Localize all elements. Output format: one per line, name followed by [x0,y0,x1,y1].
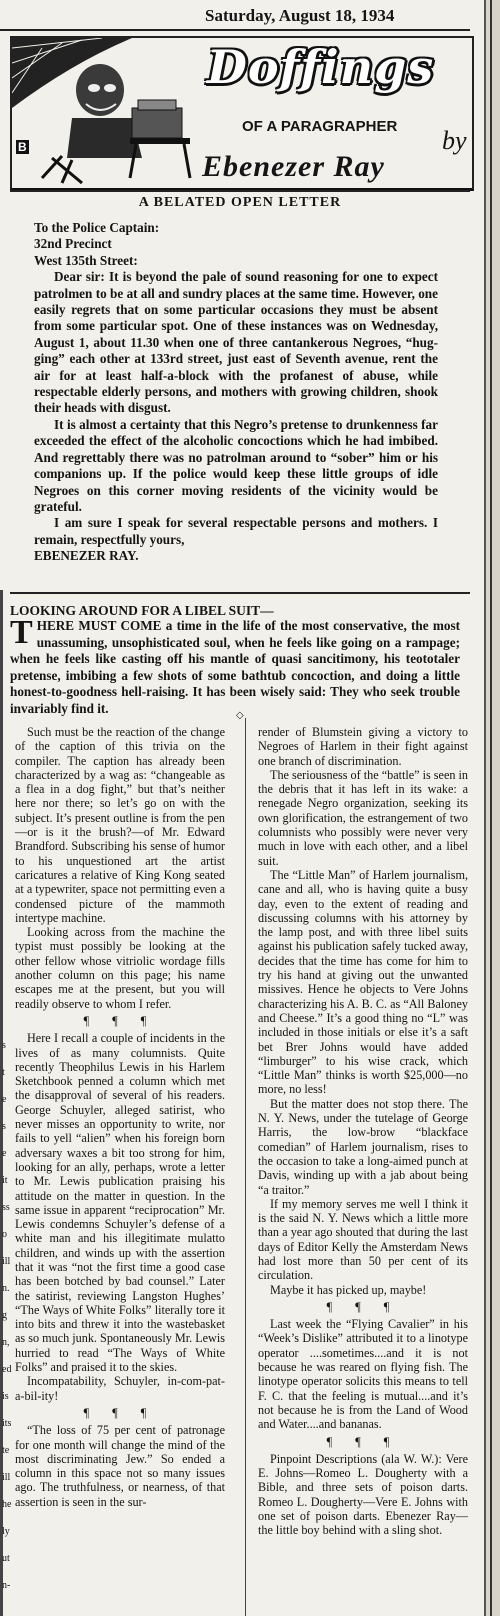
column-paragraph: render of Blumstein giving a victory to Negroes of Harlem in their fight against one branch of discrimination. [258,725,468,768]
margin-stub-text: he [2,1499,12,1510]
column-paragraph: Pinpoint Descriptions (ala W. W.): Vere E. Johns—Romeo L. Dougherty with a Bible, and three sets of poison darts. Romeo L. Dougherty—Vere E. Johns with one set of poison darts. Ebenezer Ray—the little boy behind with a sling shot. [258,1451,468,1538]
section-divider [10,190,470,192]
date-line: Saturday, August 18, 1934 [205,6,395,25]
letter-paragraph: It is almost a certainty that this Negro’s pretense to drunkenness far exceeded the effect of the alcoholic concoctions which he had imbibed. And regrettably there was no patrolman around to “sober” him or his companions up. If the police would keep these little groups of idle Negroes on this corner moving residents of the vicinity would be grateful. [34,416,438,514]
masthead [10,36,474,191]
column-paragraph: Incompatability, Schuyler, in-com-pat-a-bil-ity! [15,1374,225,1403]
margin-stub-text: n, [2,1337,10,1348]
column-paragraph: But the matter does not stop there. The N. Y. News, under the tutelage of George Harris, the low-brow “blackface comedian” of Harlem journalism, rises to the occasion to take a long-aimed punch at Davis, winding up with a jab about being “a traitor.” [258,1096,468,1197]
masthead-title: Doffings [207,40,435,94]
letter-address-line: 32nd Precinct [34,236,112,252]
margin-stub-text: n. [2,1283,10,1294]
pilcrow-separator: ¶ ¶ ¶ [83,1405,157,1420]
column-paragraph: Last week the “Flying Cavalier” in his “Week’s Dislike” attributed it to a linotype operator ....sometimes....and it is not because he was reared on flying fish. The linotype operator solicits this means to tell F. C. that the feeling is mutual....and it’s not because he is from the Land of Wood and Water....and bananas. [258,1317,468,1432]
open-letter-heading: A BELATED OPEN LETTER [138,195,342,210]
diamond-ornament-icon: ◇ [236,710,244,721]
masthead-by: by [442,126,467,155]
margin-stub-text: ut [2,1553,10,1564]
margin-stub-text: o [2,1229,7,1240]
margin-stub-text: ill [2,1256,11,1267]
margin-stub-text: g [2,1310,7,1321]
right-column [258,725,468,1538]
pilcrow-separator: ¶ ¶ ¶ [326,1299,400,1314]
masthead-author: Ebenezer Ray [202,150,385,183]
letter-paragraph: Dear sir: It is beyond the pale of sound reasoning for one to expect patrolmen to be at all and sundry places at the same time. However, one easily regrets that on some particular occasions they must be absent from some particular spot. One of these instances was on Wednesday, August 1, about 11.30 when one of three cantankerous Negroes, “hug-ging” each other at 133rd street, just east of Seventh avenue, rent the air for at least half-a-block with the profanest of abuse, while respectable elderly persons, and mothers with growing children, shook their heads with disgust. [34,269,438,416]
masthead-corner-mark: B [18,140,27,154]
left-column [15,725,225,1509]
column-paragraph: “The loss of 75 per cent of patronage for one month will change the mind of the most discriminating Jew.” So ended a column in this space not so many issues ago. The truthfulness, or nearness, of that assertion is seen in the sur- [15,1423,225,1509]
margin-stub-text: s [2,1040,6,1051]
column-paragraph: If my memory serves me well I think it is the said N. Y. News which a little more than a year ago shouted that during the last days of Editor Kelly the Amsterdam News had lost more than 50 per cent of its circulation. [258,1196,468,1283]
letter-address-line: West 135th Street: [34,252,138,268]
margin-stub-text: ed [2,1364,12,1375]
letter-signature: EBENEZER RAY. [34,548,139,564]
margin-stub-text: ly [2,1526,10,1537]
letter-address-line: To the Police Captain: [34,220,160,235]
margin-stub-text: is [2,1391,9,1402]
column-paragraph: Maybe it has picked up, maybe! [270,1282,427,1297]
margin-stub-text: te [2,1445,10,1456]
margin-stub-text: n- [2,1580,11,1591]
margin-stub-text: its [2,1418,12,1429]
column-paragraph: Here I recall a couple of incidents in the lives of as many columnists. Quite recently Theophilus Lewis in his Harlem Sketchbook penned a column which met the disapproval of several of his readers. George Schuyler, alleged satirist, who never misses an opportunity to write, nor fails to yell “alien” when his foreign born adversary waxes a bit too strong for him, looking for an ally, perhaps, wrote a letter to Mr. Lewis publication praising his attitude on the matter in question. In the same issue in apparent “reciprocation” Mr. Lewis condemns Schuyler’s defense of a white man and his illegitimate mulatto children, and winds up with the assertion that it was “not the first time a good case has been botched by bad counsel.” Later the satirist, reviewing Langston Hughes’ “The Ways of White Folks” literally tore it into bits and threw it into the wastebasket as so much junk. Spontaneously Mr. Lewis hurried to read “The Ways of White Folks” and praised it to the skies. [15,1031,225,1375]
pilcrow-separator: ¶ ¶ ¶ [326,1434,400,1449]
margin-stub-text: ill [2,1472,11,1483]
open-letter-body [34,220,438,565]
margin-stub-text: e [2,1094,7,1105]
section-divider [10,592,470,594]
libel-heading: LOOKING AROUND FOR A LIBEL SUIT— [10,603,274,618]
letter-paragraph: I am sure I speak for several respectable persons and mothers. I remain, respectfully yours, [34,515,438,547]
column-paragraph: The “Little Man” of Harlem journalism, cane and all, who is having quite a busy day, even to the extent of reading and discussing columns with his attorney by the lamp post, and with three libel suits against his publication safely tucked away, decides that the time has come for him to try his hand at giving out the unwanted missives. Hence he objects to Vere Johns characterizing his A. B. C. as “All Baloney and Cheese.” It’s a good thing no “L” was included in those initials or else it’s a saft bet Brer Johns would have added “limburger” to his wise crack, which “Little Man” thinks is worth $25,000—no more, no less! [258,867,468,1097]
masthead-subtitle: OF A PARAGRAPHER [242,118,398,135]
column-paragraph: Looking across from the machine the typist must possibly be looking at the other fellow whose vitriolic wordage fills another column on this page; his name escapes me at the present, but you will readily observe to whom I refer. [15,925,225,1011]
right-column-rule [484,0,500,1616]
masthead-cartoon-icon [12,38,197,184]
margin-stub-text: e [2,1148,7,1159]
libel-intro [10,614,460,718]
drop-cap: T [10,614,33,651]
margin-stub-text: s [2,1121,6,1132]
margin-stub-text: t [2,1067,5,1078]
libel-intro-text: HERE MUST COME a time in the life of the most conservative, the most unassuming, unsophisticated soul, when he feels like going on a rampage; when he feels like casting off his mantle of quasi sancitimony, his teototaler pretense, imbibing a few shots of some bathtub concoction, and doing a little honest-to-goodness hell-raising. It has been wisely said: They who seek trouble invariably find it. [10,618,460,716]
pilcrow-separator: ¶ ¶ ¶ [83,1013,157,1028]
top-rule [0,29,470,31]
margin-stub-text: it [2,1175,8,1186]
column-paragraph: Such must be the reaction of the change of the caption of this trivia on the compiler. The caption has already been characterized by a wag as: “changeable as a flea in a dog fight,” but that’s neither here nor there; so let’s go on with the subject. It’s present outline is from the pen—or is it the brush?—of Mr. Edward Brandford. Subscribing his sense of humor to his unquestioned art the artist caricatures a relative of King Kong seated at a typewriter, space not permitting even a condensed picture of the mammoth intertype machine. [15,725,226,925]
margin-stub-text: ss [2,1202,10,1213]
column-paragraph: The seriousness of the “battle” is seen in the debris that it has left in its wake: a renegade Negro organization, seeking its own glorification, the estrangement of two columnists who possibly were never very much in love with each other, and a libel suit. [258,767,468,868]
column-divider [245,718,246,1616]
